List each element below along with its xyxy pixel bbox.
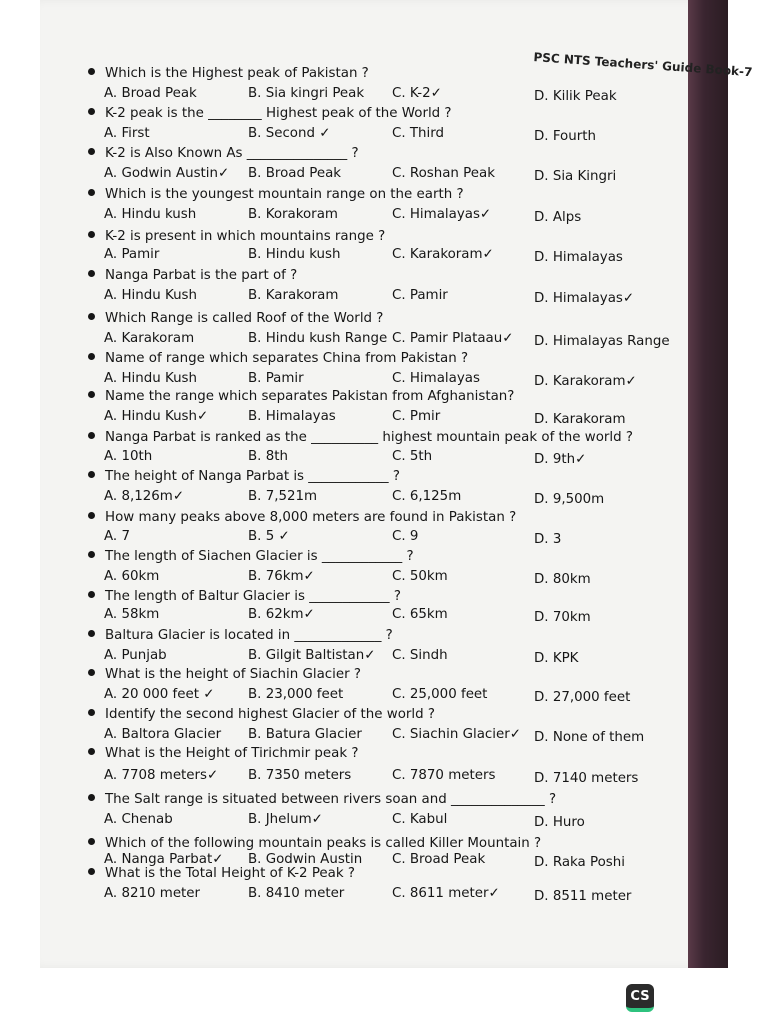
- option-c: C. 7870 meters: [392, 768, 496, 783]
- option-c: C. 50km: [392, 569, 448, 584]
- option-d: D. 3: [534, 532, 562, 547]
- question-15: [88, 628, 393, 643]
- option-a: A. First: [104, 126, 150, 141]
- option-b: B. 23,000 feet: [248, 687, 344, 702]
- bullet-icon: [88, 353, 95, 360]
- bullet-icon: [88, 512, 95, 519]
- option-c: C. 6,125m: [392, 489, 462, 504]
- option-d: D. Karakoram✓: [534, 374, 637, 389]
- option-a: A. 10th: [104, 449, 153, 464]
- option-d: D. Fourth: [534, 129, 596, 144]
- question-text: Nanga Parbat is ranked as the __________ highest mountain peak of the world ?: [105, 430, 634, 445]
- option-c: C. Himalayas: [392, 371, 480, 386]
- option-d: D. 8511 meter: [534, 889, 632, 904]
- option-b: B. Broad Peak: [248, 166, 342, 181]
- question-text: K-2 peak is the ________ Highest peak of the World ?: [105, 106, 452, 121]
- option-a: A. 7: [104, 529, 130, 544]
- option-b: B. Jhelum✓: [248, 812, 323, 827]
- bullet-icon: [88, 270, 95, 277]
- question-19: [88, 792, 556, 807]
- option-c: C. Roshan Peak: [392, 166, 495, 181]
- option-b: B. Second ✓: [248, 126, 331, 141]
- option-a: A. Karakoram: [104, 331, 195, 346]
- question-text: Nanga Parbat is the part of ?: [105, 268, 298, 283]
- option-d: D. Himalayas Range: [534, 334, 670, 349]
- bullet-icon: [88, 108, 95, 115]
- bullet-icon: [88, 231, 95, 238]
- option-d: D. None of them: [534, 730, 645, 745]
- question-text: Which is the youngest mountain range on the earth ?: [105, 187, 464, 202]
- option-b: B. Korakoram: [248, 207, 338, 222]
- option-b: B. 7,521m: [248, 489, 318, 504]
- option-d: D. Huro: [534, 815, 585, 830]
- option-b: B. Godwin Austin: [248, 852, 363, 867]
- option-b: B. 5 ✓: [248, 529, 290, 544]
- question-text: Which Range is called Roof of the World ?: [105, 311, 384, 326]
- option-a: A. 7708 meters✓: [104, 768, 219, 783]
- option-a: A. 20 000 feet ✓: [104, 687, 215, 702]
- option-a: A. Hindu Kush✓: [104, 409, 209, 424]
- question-text: Identify the second highest Glacier of the world ?: [105, 707, 435, 722]
- option-d: D. 7140 meters: [534, 771, 639, 786]
- option-b: B. Karakoram: [248, 288, 339, 303]
- option-a: A. Nanga Parbat✓: [104, 852, 224, 867]
- option-d: D. Sia Kingri: [534, 169, 617, 184]
- option-a: A. Hindu Kush: [104, 371, 198, 386]
- question-21: [88, 866, 355, 881]
- question-text: K-2 is Also Known As _______________ ?: [105, 146, 359, 161]
- option-d: D. 70km: [534, 610, 591, 625]
- question-10: [88, 430, 633, 445]
- bullet-icon: [88, 391, 95, 398]
- book-spine: [688, 0, 728, 968]
- bullet-icon: [88, 630, 95, 637]
- option-c: C. Siachin Glacier✓: [392, 727, 521, 742]
- bullet-icon: [88, 709, 95, 716]
- option-b: B. Batura Glacier: [248, 727, 362, 742]
- page-header: PSC NTS Teachers' Guide Book-7: [533, 50, 753, 80]
- bullet-icon: [88, 669, 95, 676]
- bullet-icon: [88, 471, 95, 478]
- question-20: [88, 836, 541, 851]
- option-c: C. 5th: [392, 449, 433, 464]
- option-b: B. Hindu kush Range: [248, 331, 388, 346]
- question-9: [88, 389, 514, 404]
- option-b: B. Pamir: [248, 371, 304, 386]
- question-1: [88, 66, 369, 81]
- option-a: A. Hindu Kush: [104, 288, 198, 303]
- option-d: D. Himalayas✓: [534, 291, 635, 306]
- question-13: [88, 549, 414, 564]
- option-d: D. 9th✓: [534, 452, 587, 467]
- option-a: A. Pamir: [104, 247, 160, 262]
- question-text: Which of the following mountain peaks is called Killer Mountain ?: [105, 836, 542, 851]
- option-c: C. Third: [392, 126, 445, 141]
- option-a: A. Godwin Austin✓: [104, 166, 230, 181]
- option-a: A. 58km: [104, 607, 160, 622]
- question-text: What is the Total Height of K-2 Peak ?: [105, 866, 355, 881]
- option-a: A. Broad Peak: [104, 86, 197, 101]
- option-c: C. Broad Peak: [392, 852, 486, 867]
- option-c: C. 65km: [392, 607, 448, 622]
- question-6: [88, 268, 297, 283]
- bullet-icon: [88, 189, 95, 196]
- bullet-icon: [88, 551, 95, 558]
- question-text: Baltura Glacier is located in _____________ ?: [105, 628, 393, 643]
- question-7: [88, 311, 383, 326]
- option-b: B. 76km✓: [248, 569, 315, 584]
- question-text: The height of Nanga Parbat is ____________ ?: [105, 469, 400, 484]
- question-5: [88, 229, 385, 244]
- option-b: B. 7350 meters: [248, 768, 352, 783]
- option-d: D. Alps: [534, 210, 582, 225]
- option-c: C. 25,000 feet: [392, 687, 488, 702]
- question-text: Name the range which separates Pakistan from Afghanistan?: [105, 389, 515, 404]
- bullet-icon: [88, 794, 95, 801]
- option-b: B. Hindu kush: [248, 247, 341, 262]
- question-4: [88, 187, 464, 202]
- option-b: B. Sia kingri Peak: [248, 86, 365, 101]
- option-c: C. Sindh: [392, 648, 448, 663]
- bullet-icon: [88, 838, 95, 845]
- question-text: Name of range which separates China from Pakistan ?: [105, 351, 469, 366]
- bullet-icon: [88, 68, 95, 75]
- option-a: A. Baltora Glacier: [104, 727, 222, 742]
- question-3: [88, 146, 359, 161]
- question-text: K-2 is present in which mountains range ?: [105, 229, 386, 244]
- option-a: A. 8,126m✓: [104, 489, 185, 504]
- option-c: C. 8611 meter✓: [392, 886, 500, 901]
- bullet-icon: [88, 591, 95, 598]
- option-b: B. 8th: [248, 449, 288, 464]
- question-8: [88, 351, 468, 366]
- option-b: B. 8410 meter: [248, 886, 345, 901]
- option-b: B. Gilgit Baltistan✓: [248, 648, 376, 663]
- question-text: Which is the Highest peak of Pakistan ?: [105, 66, 369, 81]
- question-2: [88, 106, 452, 121]
- option-a: A. 8210 meter: [104, 886, 201, 901]
- question-text: What is the height of Siachin Glacier ?: [105, 667, 361, 682]
- question-text: The Salt range is situated between rivers soan and ______________ ?: [105, 792, 557, 807]
- bullet-icon: [88, 432, 95, 439]
- camscanner-logo-icon: CS: [626, 984, 654, 1012]
- bullet-icon: [88, 748, 95, 755]
- bullet-icon: [88, 313, 95, 320]
- option-c: C. K-2✓: [392, 86, 442, 101]
- option-d: D. Raka Poshi: [534, 855, 625, 870]
- option-c: C. 9: [392, 529, 419, 544]
- option-c: C. Kabul: [392, 812, 448, 827]
- option-d: D. Himalayas: [534, 250, 623, 265]
- question-text: How many peaks above 8,000 meters are found in Pakistan ?: [105, 510, 517, 525]
- question-text: The length of Baltur Glacier is ____________ ?: [105, 589, 401, 604]
- question-14: [88, 589, 401, 604]
- option-d: D. KPK: [534, 651, 579, 666]
- option-d: D. Karakoram: [534, 412, 626, 427]
- option-a: A. Hindu kush: [104, 207, 197, 222]
- option-b: B. 62km✓: [248, 607, 315, 622]
- option-c: C. Karakoram✓: [392, 247, 494, 262]
- option-d: D. 27,000 feet: [534, 690, 631, 705]
- bullet-icon: [88, 868, 95, 875]
- question-17: [88, 707, 435, 722]
- option-c: C. Pamir: [392, 288, 448, 303]
- option-a: A. Punjab: [104, 648, 167, 663]
- option-a: A. 60km: [104, 569, 160, 584]
- question-text: The length of Siachen Glacier is ____________ ?: [105, 549, 414, 564]
- option-d: D. 9,500m: [534, 492, 605, 507]
- option-d: D. 80km: [534, 572, 591, 587]
- option-c: C. Pamir Plataau✓: [392, 331, 514, 346]
- bullet-icon: [88, 148, 95, 155]
- question-11: [88, 469, 400, 484]
- option-c: C. Himalayas✓: [392, 207, 492, 222]
- option-d: D. Kilik Peak: [534, 89, 617, 104]
- option-c: C. Pmir: [392, 409, 441, 424]
- question-18: [88, 746, 358, 761]
- question-12: [88, 510, 516, 525]
- question-16: [88, 667, 361, 682]
- option-a: A. Chenab: [104, 812, 173, 827]
- option-b: B. Himalayas: [248, 409, 336, 424]
- question-text: What is the Height of Tirichmir peak ?: [105, 746, 359, 761]
